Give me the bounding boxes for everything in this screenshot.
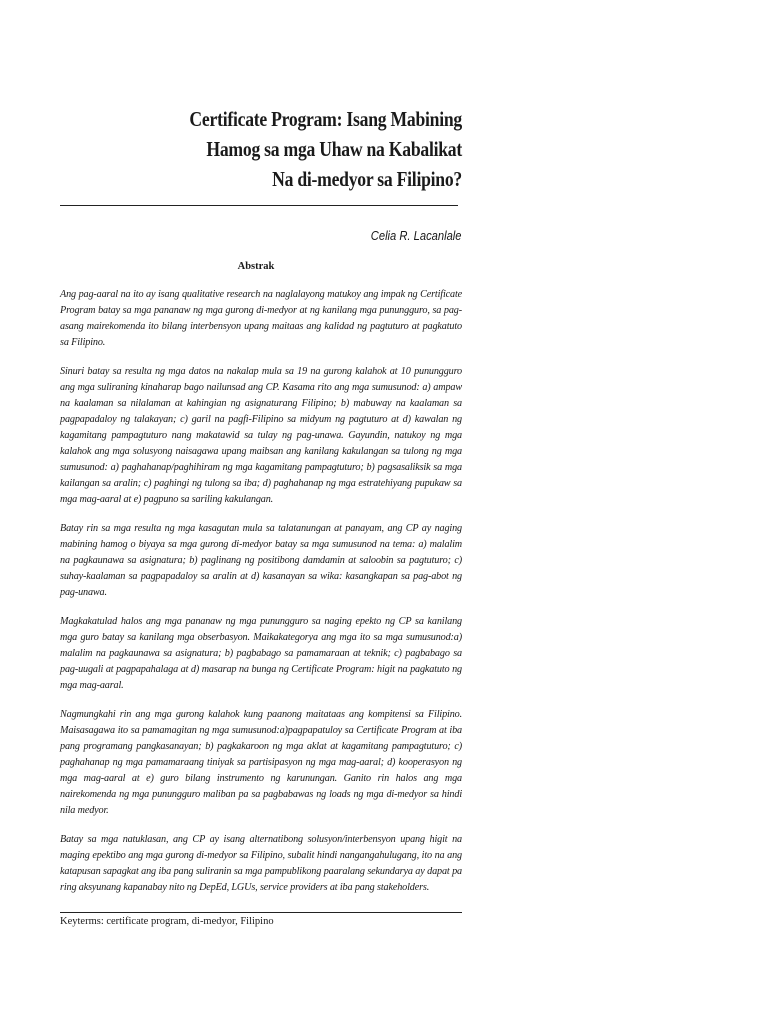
abstract-paragraph: Ang pag-aaral na ito ay isang qualitative research na naglalayong matukoy ang impak ng Certificate Program batay sa mga pananaw ng mga gurong di-medyor at ng kanilang mga punungguro, sa pag-asang mairekomenda ito bilang interbensyon upang maitaas ang kalidad ng pagtuturo at pagkatuto sa Filipino. (60, 289, 462, 348)
keyterms-divider (60, 912, 462, 913)
abstract-paragraph: Sinuri batay sa resulta ng mga datos na nakalap mula sa 19 na gurong kalahok at 10 punungguro ang mga suliraning kinaharap bago nailunsad ang CP. Kasama rito ang mga sumusunod: a) ampaw na kaalaman sa nilalaman at kahingian ng asignaturang Filipino; b) mabuway na kaalaman sa pagpapadaloy ng talakayan; c) garil na pagfi-Filipino sa midyum ng pagtuturo at d) kawalan ng kagamitang pampagtuturo nang makatawid sa tulay ng pag-unawa. Gayundin, natukoy ng mga kalahok ang mga solusyong naisagawa upang maibsan ang kanilang kakulangan sa tulong ng mga sumusunod: a) paghahanap/paghihiram ng mga kagamitang pampagtuturo; b) pagsasaliksik sa mga kailangan sa aralin; c) paghingi ng tulong sa iba; d) paghahanap ng mga estratehiyang pupukaw sa mga mag-aaral at e) pagpuno sa sariling kakulangan. (60, 366, 462, 505)
paper-title (124, 104, 462, 194)
title-divider (60, 205, 458, 206)
title-line: Hamog sa mga Uhaw na Kabalikat (206, 137, 462, 161)
abstract-paragraph: Batay sa mga natuklasan, ang CP ay isang alternatibong solusyon/interbensyon upang higit na maging epektibo ang mga gurong di-medyor sa Filipino, subalit hindi nangangahulugang, ito na ang katapusan sapagkat ang iba pang suliranin sa mga pampublikong paaralang sekundarya ay dapat pa ring aksyunang kapanabay nito ng DepEd, LGUs, service providers at iba pang stakeholders. (60, 834, 462, 893)
title-line: Certificate Program: Isang Mabining (189, 107, 462, 131)
keyterms: Keyterms: certificate program, di-medyor, Filipino (60, 916, 274, 927)
abstract-heading: Abstrak (237, 261, 275, 272)
abstract-paragraph: Batay rin sa mga resulta ng mga kasagutan mula sa talatanungan at panayam, ang CP ay naging mabining hamog o biyaya sa mga gurong di-medyor batay sa mga sumusunod na tema: a) malalim na pagkaunawa sa asignatura; b) paglinang ng positibong damdamin at saloobin sa pagtuturo; c) suhay-kaalaman sa pagpapadaloy sa aralin at d) kasanayan sa wika: kasangkapan sa pag-abot ng pag-unawa. (60, 523, 462, 598)
abstract-paragraph: Nagmungkahi rin ang mga gurong kalahok kung paanong maitataas ang kompitensi sa Filipino. Maisasagawa ito sa pamamagitan ng mga sumusunod:a)pagpapatuloy sa Certificate Program at iba pang programang pangkasanayan; b) pagkakaroon ng mga aklat at kagamitang pampagtuturo; c) paghahanap ng mga pamamaraang tiniyak sa partisipasyon ng mga mag-aaral; d) kooperasyon ng mga mag-aaral at e) guro bilang instrumento ng karunungan. Ganito rin halos ang mga nairekomenda ng mga punungguro maliban pa sa pagbabawas ng loads ng mga di-medyor sa hindi nila medyor. (60, 709, 462, 816)
abstract-body (60, 287, 462, 909)
author-name: Celia R. Lacanlale (371, 228, 462, 243)
abstract-paragraph: Magkakatulad halos ang mga pananaw ng mga punungguro sa naging epekto ng CP sa kanilang mga guro batay sa kanilang mga obserbasyon. Maikakategorya ang mga ito sa mga sumusunod:a) malalim na pagkaunawa sa asignatura; b) pagbabago sa pamamaraan at teknik; c) pagbabago sa pag-uugali at pagpapahalaga at d) masarap na bunga ng Certificate Program: higit na pagkatuto ng mga mag-aaral. (60, 616, 462, 691)
title-line: Na di-medyor sa Filipino? (272, 167, 462, 191)
